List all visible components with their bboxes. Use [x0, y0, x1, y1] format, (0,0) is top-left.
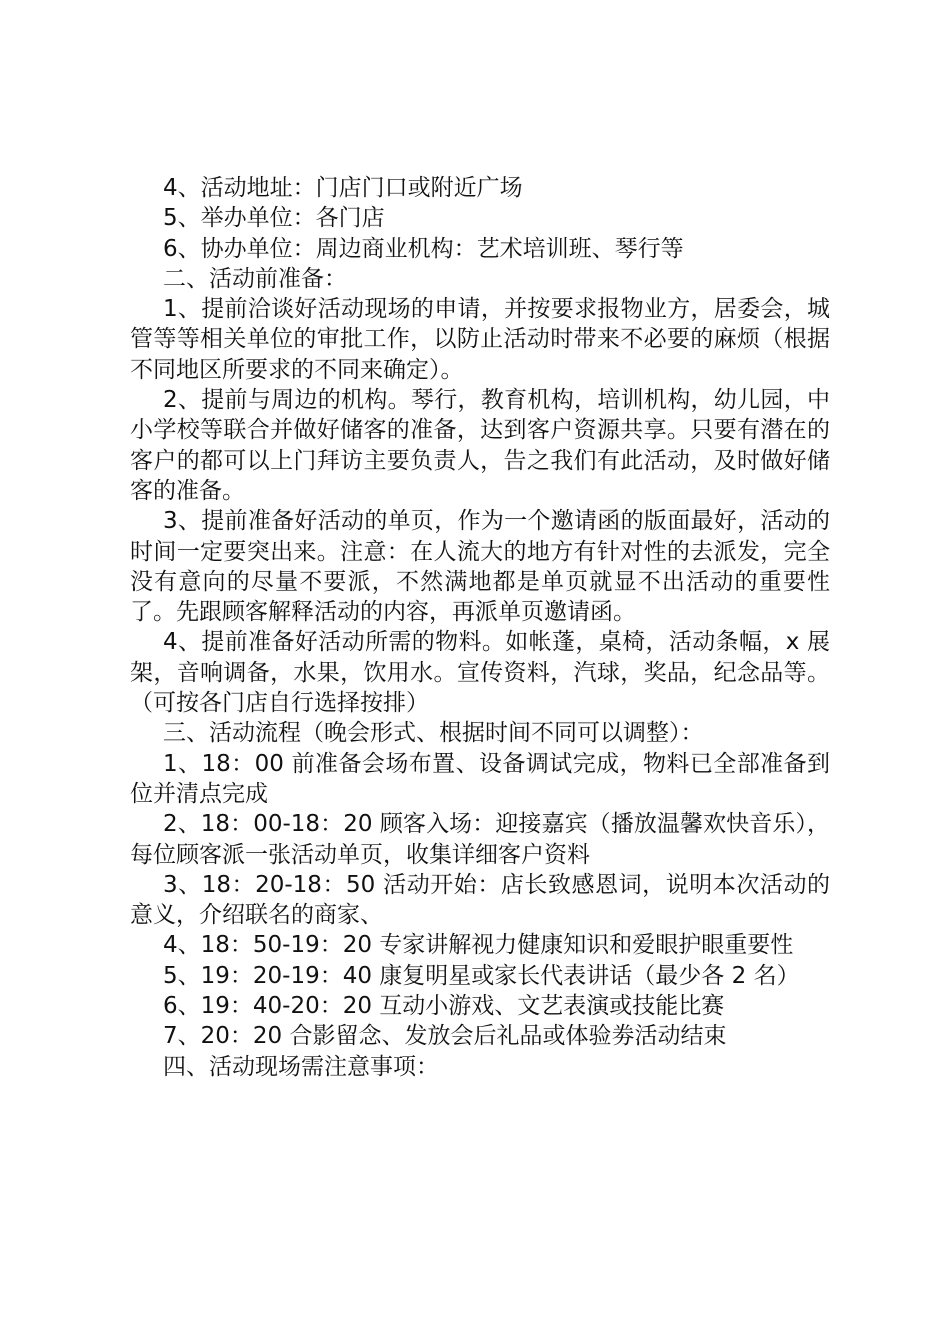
paragraph-prep-1: 1、提前洽谈好活动现场的申请，并按要求报物业方，居委会，城管等等相关单位的审批工作，以防止活动时带来不必要的麻烦（根据不同地区所要求的不同来确定）。	[130, 296, 830, 383]
paragraph-process-2: 2、18：00-18：20 顾客入场：迎接嘉宾（播放温馨欢快音乐），每位顾客派一张活动单页，收集详细客户资料	[130, 811, 830, 868]
section-heading-preparation: 二、活动前准备：	[163, 265, 347, 292]
paragraph-process-7: 7、20：20 合影留念、发放会后礼品或体验劵活动结束	[163, 1023, 727, 1050]
paragraph-prep-3: 3、提前准备好活动的单页，作为一个邀请函的版面最好，活动的时间一定要突出来。注意：在人流大的地方有针对性的去派发，完全没有意向的尽量不要派，不然满地都是单页就显不出活动的重要性了。先跟顾客解释活动的内容，再派单页邀请函。	[130, 508, 830, 626]
paragraph-process-4: 4、18：50-19：20 专家讲解视力健康知识和爱眼护眼重要性	[163, 932, 794, 959]
paragraph-process-5: 5、19：20-19：40 康复明星或家长代表讲话（最少各 2 名）	[163, 962, 800, 989]
paragraph-co-organizer: 6、协办单位：周边商业机构：艺术培训班、琴行等	[163, 235, 684, 262]
paragraph-process-3: 3、18：20-18：50 活动开始：店长致感恩词，说明本次活动的意义，介绍联名的商家、	[130, 871, 830, 929]
section-heading-process: 三、活动流程（晚会形式、根据时间不同可以调整）：	[163, 720, 704, 747]
paragraph-organizer: 5、举办单位：各门店	[163, 205, 385, 232]
paragraph-activity-address: 4、活动地址：门店门口或附近广场	[163, 175, 523, 201]
paragraph-process-6: 6、19：40-20：20 互动小游戏、文艺表演或技能比赛	[163, 993, 725, 1020]
section-heading-notes: 四、活动现场需注意事项：	[163, 1053, 439, 1080]
paragraph-prep-4: 4、提前准备好活动所需的物料。如帐蓬，桌椅，活动条幅，x 展架，音响调备，水果，饮用水。宣传资料，汽球，奖品，纪念品等。（可按各门店自行选择按排）	[130, 629, 830, 717]
paragraph-prep-2: 2、提前与周边的机构。琴行，教育机构，培训机构，幼儿园，中小学校等联合并做好储客的准备，达到客户资源共享。只要有潜在的客户的都可以上门拜访主要负责人，告之我们有此活动，及时做好储客的准备。	[130, 387, 830, 504]
document-body	[130, 173, 830, 1082]
paragraph-process-1: 1、18：00 前准备会场布置、设备调试完成，物料已全部准备到位并清点完成	[130, 750, 830, 807]
